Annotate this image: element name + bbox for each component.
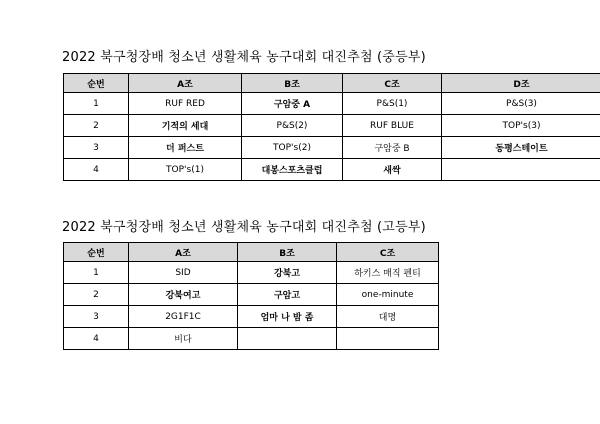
table-header-row	[64, 74, 600, 93]
team-cell: 강북고	[238, 262, 337, 284]
table-row	[64, 137, 600, 159]
header-group-b: B조	[242, 74, 343, 93]
table-row	[64, 93, 600, 115]
team-cell: 대명	[337, 306, 439, 328]
team-cell: P&S(3)	[442, 93, 600, 115]
team-cell: RUF BLUE	[343, 115, 442, 137]
header-group-c: C조	[343, 74, 442, 93]
team-cell: 기적의 세대	[129, 115, 242, 137]
team-cell	[442, 159, 600, 181]
team-cell: RUF RED	[129, 93, 242, 115]
team-cell: TOP's(2)	[242, 137, 343, 159]
team-cell: 동평스테이트	[442, 137, 600, 159]
table-row	[64, 159, 600, 181]
header-order: 순번	[64, 243, 129, 262]
team-cell: 엄마 나 밤 좀	[238, 306, 337, 328]
team-cell: P&S(2)	[242, 115, 343, 137]
table-row	[64, 115, 600, 137]
middle-school-title: 2022 북구청장배 청소년 생활체육 농구대회 대진추첨 (중등부)	[62, 50, 426, 65]
team-cell: 더 퍼스트	[129, 137, 242, 159]
order-cell: 1	[64, 93, 129, 115]
team-cell: 비다	[129, 328, 238, 350]
order-cell: 4	[64, 159, 129, 181]
header-group-a: A조	[129, 243, 238, 262]
header-order: 순번	[64, 74, 129, 93]
order-cell: 4	[64, 328, 129, 350]
team-cell	[337, 328, 439, 350]
team-cell: P&S(1)	[343, 93, 442, 115]
team-cell: TOP's(3)	[442, 115, 600, 137]
middle-school-bracket-table	[63, 73, 600, 181]
table-row	[64, 262, 439, 284]
team-cell: 구암고	[238, 284, 337, 306]
order-cell: 2	[64, 115, 129, 137]
table-row	[64, 306, 439, 328]
team-cell: 강북여고	[129, 284, 238, 306]
team-cell: 대봉스포츠클럽	[242, 159, 343, 181]
high-school-title: 2022 북구청장배 청소년 생활체육 농구대회 대진추첨 (고등부)	[62, 220, 426, 235]
order-cell: 3	[64, 137, 129, 159]
team-cell: 하키스 매직 펜티	[337, 262, 439, 284]
header-group-b: B조	[238, 243, 337, 262]
team-cell: TOP's(1)	[129, 159, 242, 181]
team-cell: 2G1F1C	[129, 306, 238, 328]
team-cell: one-minute	[337, 284, 439, 306]
order-cell: 1	[64, 262, 129, 284]
team-cell: 구암중 A	[242, 93, 343, 115]
table-row	[64, 328, 439, 350]
table-row	[64, 284, 439, 306]
table-header-row	[64, 243, 439, 262]
team-cell	[238, 328, 337, 350]
high-school-bracket-table	[63, 242, 439, 350]
header-group-a: A조	[129, 74, 242, 93]
team-cell: 새싹	[343, 159, 442, 181]
team-cell: SID	[129, 262, 238, 284]
team-cell: 구암중 B	[343, 137, 442, 159]
order-cell: 3	[64, 306, 129, 328]
header-group-d: D조	[442, 74, 600, 93]
order-cell: 2	[64, 284, 129, 306]
header-group-c: C조	[337, 243, 439, 262]
